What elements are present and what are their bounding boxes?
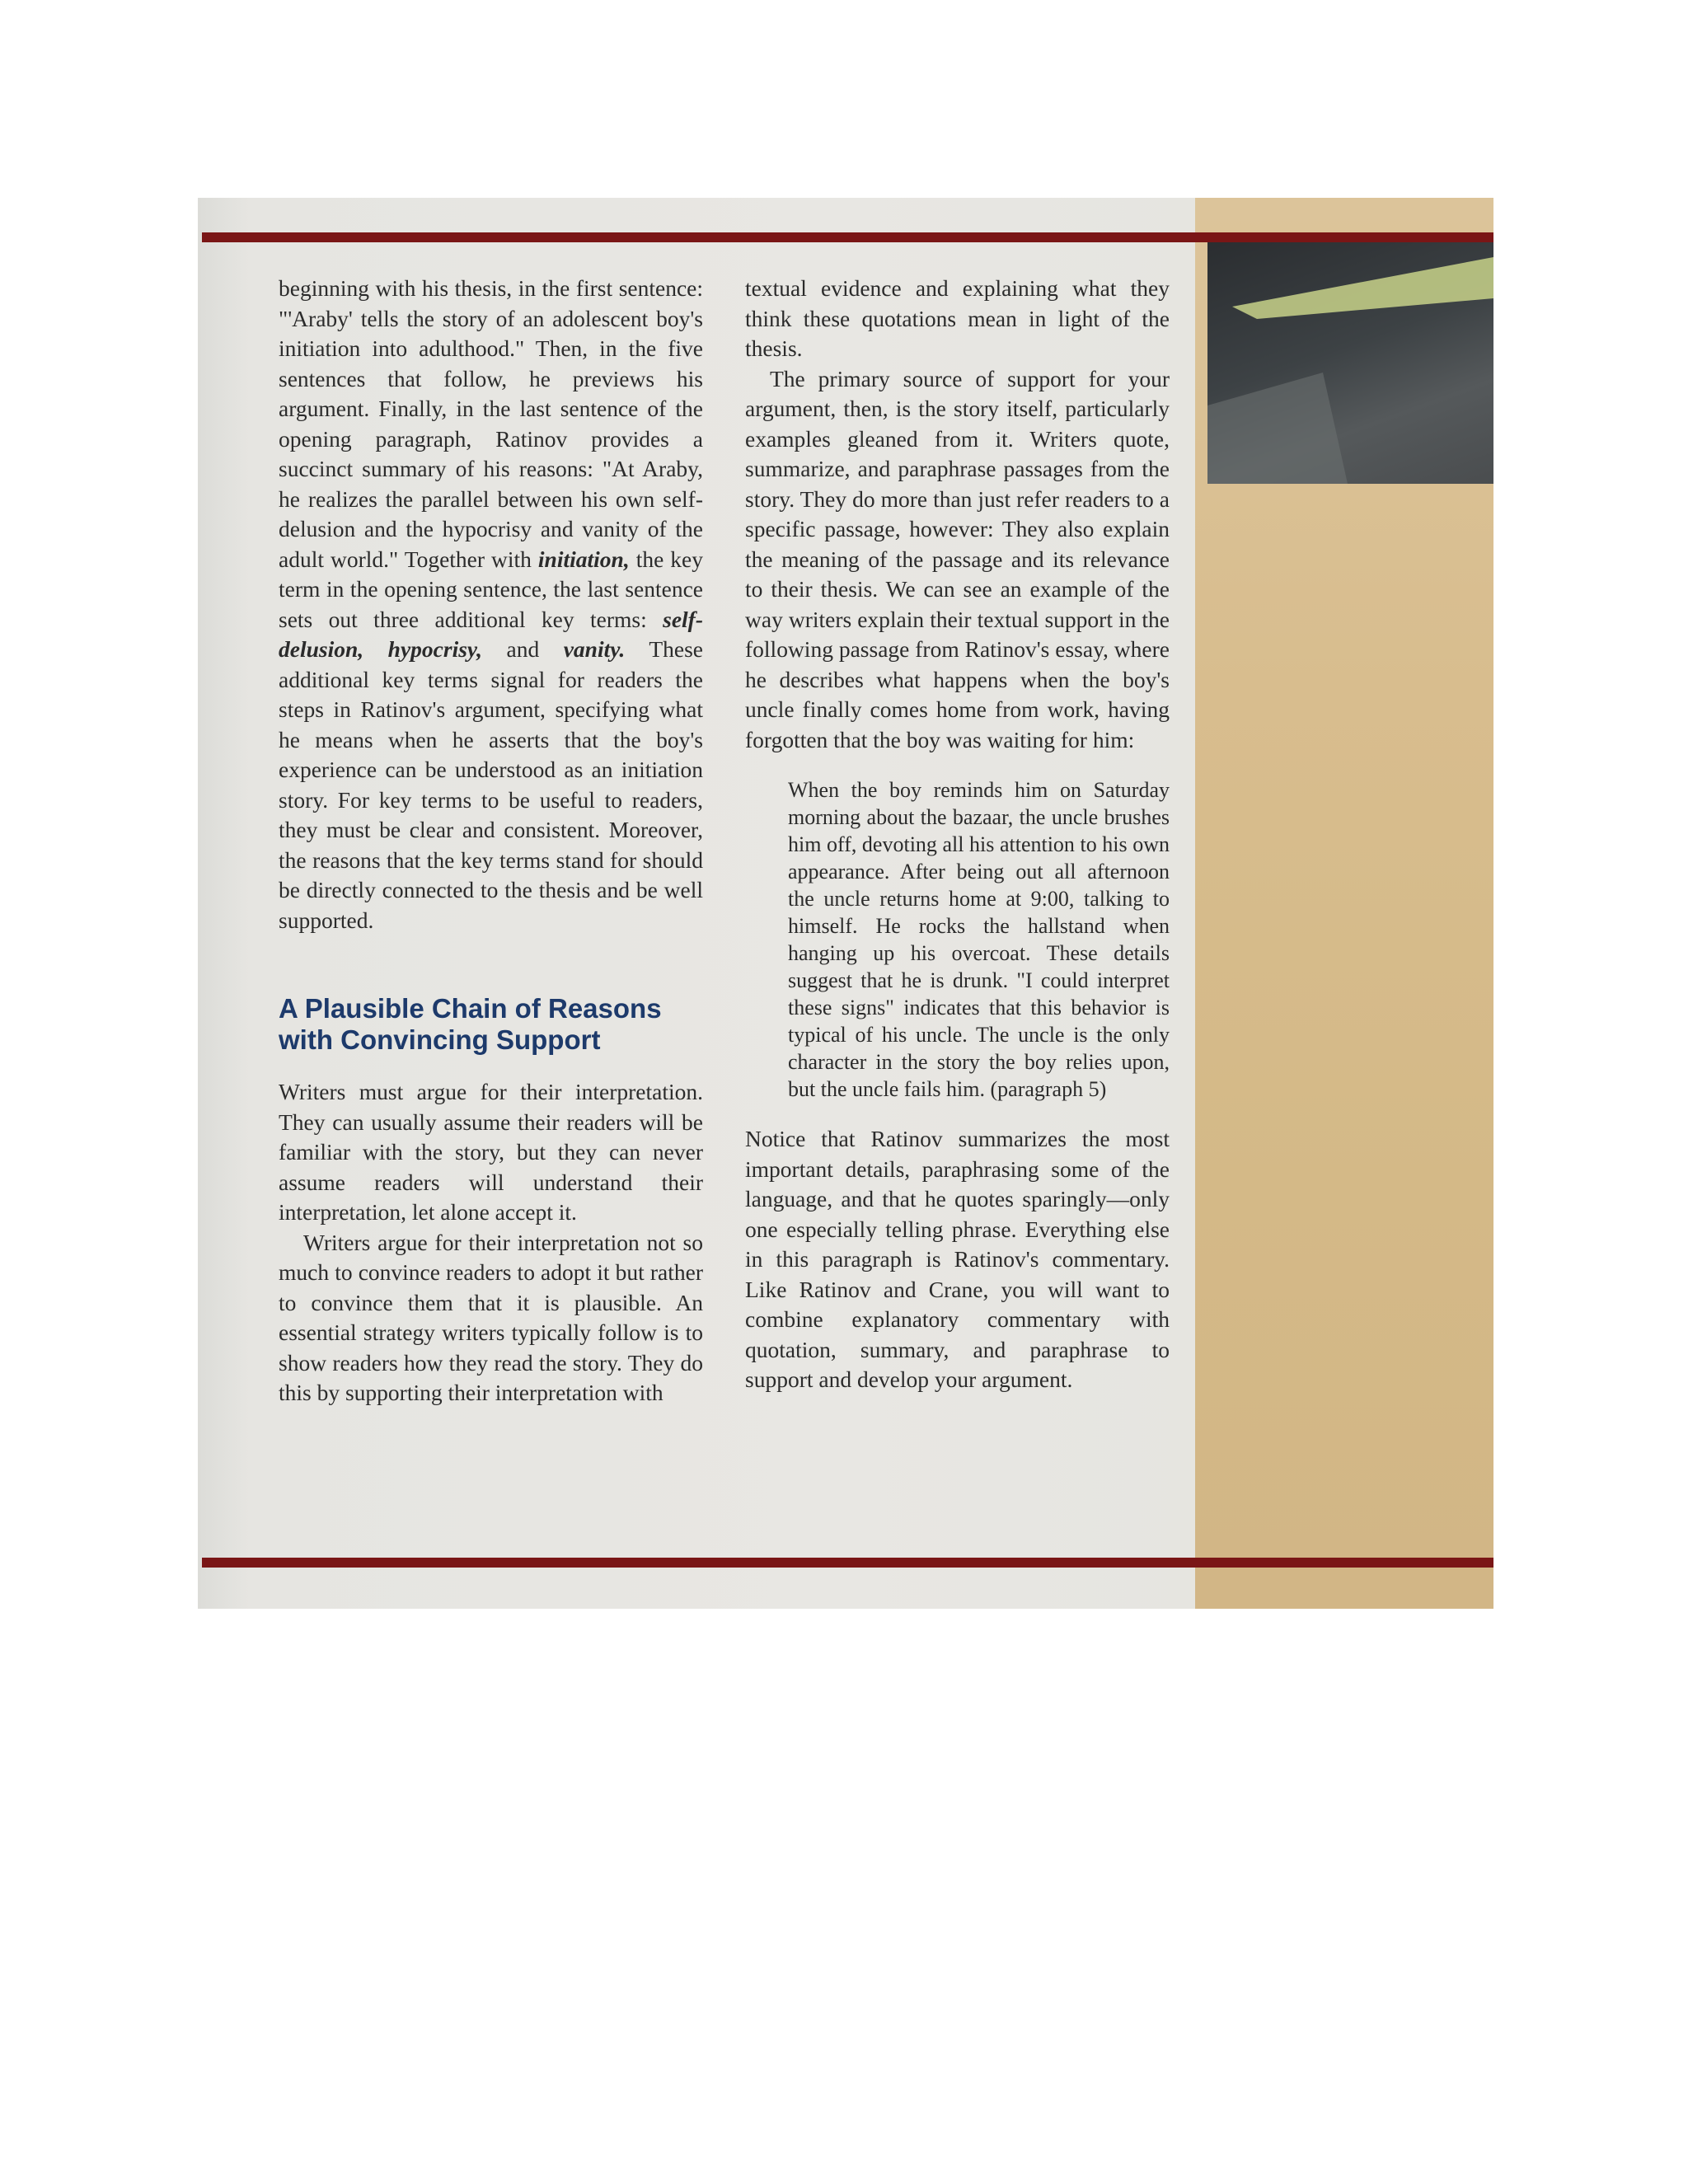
right-column [745,274,1170,1395]
text-span: and [481,636,564,662]
text-span: the key term in the opening sentence, the last sentence sets out three additional key terms: [279,546,703,632]
left-column [279,274,703,1408]
key-term: self-delusion, hypocrisy, [279,606,703,662]
paragraph: Writers must argue for their interpretation. They can usually assume their readers will be familiar with the story, but they can never assume readers will understand their interpretation, let alone accept it. [279,1079,703,1225]
paragraph: Notice that Ratinov summarizes the most important details, paraphrasing some of the language, and that he quotes sparingly—only one especially telling phrase. Everything else in this paragraph is Ratinov's commentary. Like Ratinov and Crane, you will want to combine explanatory commentary with quotation, summary, and paraphrase to support and develop your argument. [745,1126,1170,1392]
block-quote: When the boy reminds him on Saturday morning about the bazaar, the uncle brushes him off, devoting all his attention to his own appearance. After being out all afternoon the uncle returns home at 9:00, talking to himself. He rocks the hallstand when hanging up his overcoat. These details suggest that he is drunk. "I could interpret these signs" indicates that this behavior is typical of his uncle. The uncle is the only character in the story the boy relies upon, but the uncle fails him. (paragraph 5) [788,778,1170,1101]
section-heading: A Plausible Chain of Reasons with Convincing Support [279,993,662,1055]
text-span: These additional key terms signal for readers the steps in Ratinov's argument, specifying what he means when he asserts that the boy's experience can be understood as an initiation story. For key terms to be useful to readers, they must be clear and consistent. Moreover, the reasons that the key terms stand for should be directly connected to the thesis and be well supported. [279,636,703,933]
bottom-rule [202,1558,1493,1568]
text-span: beginning with his thesis, in the first sentence: "'Araby' tells the story of an adolescent boy's initiation into adulthood." Then, in the five sentences that follow, he previews his argument. Finally, in the last sentence of the opening paragraph, Ratinov provides a succinct summary of his reasons: "At Araby, he realizes the parallel between his own self-delusion and the hypocrisy and vanity of the adult world." Together with [279,275,703,572]
key-term: initiation, [537,546,630,572]
paragraph: textual evidence and explaining what they think these quotations mean in light of the thesis. [745,275,1170,361]
sidebar-photo [1207,241,1493,484]
paragraph [279,274,703,935]
top-rule [202,232,1493,242]
book-page [198,198,1493,1609]
key-term: vanity. [563,636,626,662]
paragraph: Writers argue for their interpretation not so much to convince readers to adopt it but rather to convince them that it is plausible. An essential strategy writers typically follow is to show readers how they read the story. They do this by supporting their interpretation with [279,1229,703,1405]
paragraph: The primary source of support for your argument, then, is the story itself, particularly examples gleaned from it. Writers quote, summarize, and paraphrase passages from the story. They do more than just refer readers to a specific passage, however: They also explain the meaning of the passage and its relevance to their thesis. We can see an example of the way writers explain their textual support in the following passage from Ratinov's essay, where he describes what happens when the boy's uncle finally comes home from work, having forgotten that the boy was waiting for him: [745,365,1170,752]
